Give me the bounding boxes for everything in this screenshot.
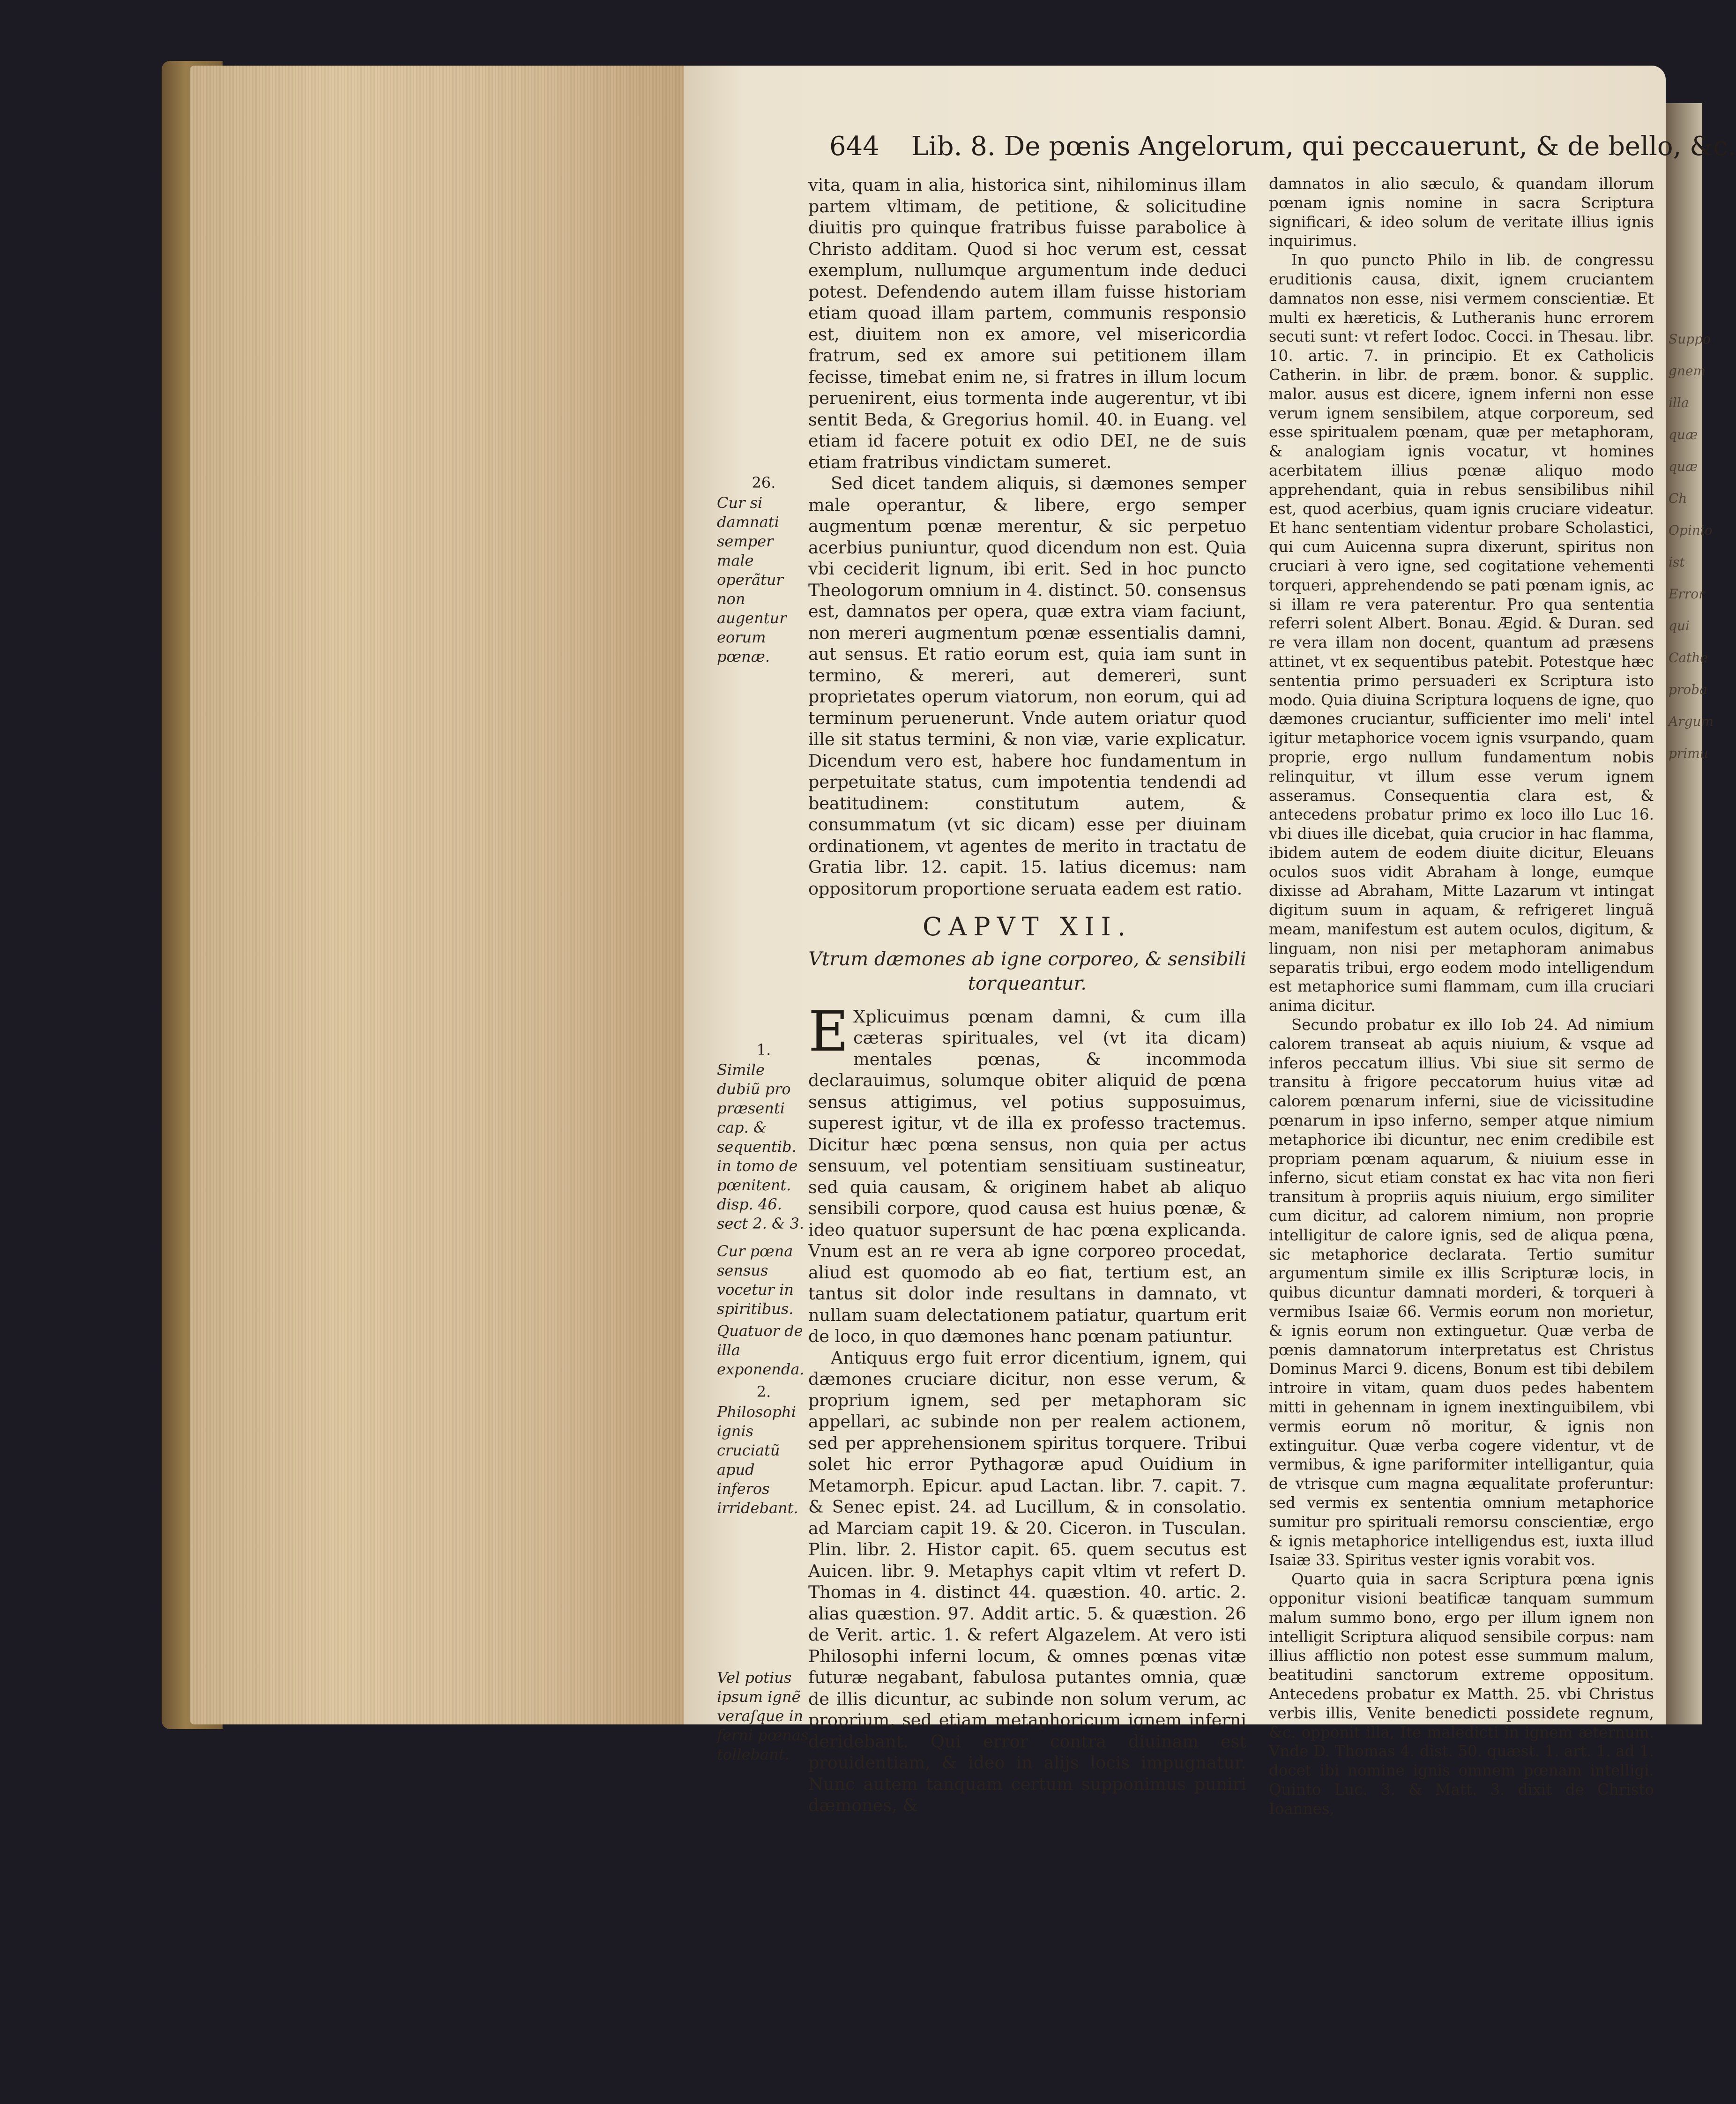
margin-note-number: 1. bbox=[756, 1041, 771, 1059]
page-number: 644 bbox=[829, 131, 879, 162]
margin-note-text: Quatuor de illa exponenda. bbox=[717, 1322, 805, 1378]
right-text-column bbox=[1269, 174, 1654, 1819]
left-text-column bbox=[808, 174, 1246, 1816]
margin-note-text: Cur pœna sensus vocetur in spiritibus. bbox=[717, 1242, 794, 1318]
paragraph-text: Xplicuimus pœnam damni, & cum illa cæteras spirituales, vel (vt ita dicam) mentales pœnas, & incommoda declarauimus, solumque obiter aliquid de pœna sensus attigimus, vel potius supposuimus, superest igitur, vt de illa ex professo tractemus. Dicitur hæc pœna sensus, non quia per actus sensuum, vel potentiam sensitiuam sustineatur, sed quia causam, & originem habet ab aliquo sensibili corpore, quod causa est huius pœnæ, & ideo quatuor supersunt de hac pœna explicanda. Vnum est an re vera ab igne corporeo procedat, aliud est quomodo ab eo fiat, tertium est, an tantus sit dolor inde resultans in damnato, vt nullam suam delectationem patiatur, quartum erit de loco, in quo dæmones hanc pœnam patiuntur. bbox=[808, 1006, 1246, 1346]
facing-page-sliver bbox=[1666, 103, 1714, 1724]
paragraph: vita, quam in alia, historica sint, nihilominus illam partem vltimam, de petitione, & solicitudine diuitis pro quinque fratribus fuisse parabolice à Christo additam. Quod si hoc verum est, cessat exemplum, nullumque argumentum inde deduci potest. Defendendo autem illam fuisse historiam etiam quoad illam partem, communis responsio est, diuitem non ex amore, vel misericordia fratrum, sed ex amore sui petitionem illam fecisse, timebat enim ne, si fratres in illum locum peruenirent, eius tormenta inde augerentur, vt ibi sentit Beda, & Gregorius homil. 40. in Euang. vel etiam id facere potuit ex odio DEI, ne de suis etiam fratribus vindictam sumeret. bbox=[808, 175, 1246, 472]
margin-note-pena-sensus bbox=[717, 1242, 811, 1319]
chapter-subtitle: Vtrum dæmones ab igne corporeo, & sensibili torqueantur. bbox=[808, 948, 1246, 994]
margin-note-number: 26. bbox=[752, 474, 776, 492]
paragraph: damnatos in alio sæculo, & quandam illorum pœnam ignis nomine in sacra Scriptura significari, & ideo solum de veritate illius ignis inquirimus. bbox=[1269, 175, 1654, 250]
margin-note-1 bbox=[717, 1040, 811, 1233]
paragraph: Secundo probatur ex illo Iob 24. Ad nimium calorem transeat ab aquis niuium, & vsque ad inferos peccatum illius. Vbi siue sit sermo de transitu à frigore peccatorum huius vitæ ad calorem pœnarum inferni, siue de vicissitudine pœnarum in ipso inferno, semper atque nimium metaphorice ibi dicuntur, nec enim credibile est propriam pœnam aquarum, & niuium esse in inferno, sicut etiam constat ex hac vita non fieri transitum à propriis aquis niuium, ergo similiter cum dicitur, ad calorem nimium, non proprie intelligitur de calore ignis, sed de aliqua pœna, sic metaphorice declarata. Tertio sumitur argumentum simile ex illis Scripturæ locis, in quibus dicuntur damnati morderi, & torqueri à vermibus Isaiæ 66. Vermis eorum non morietur, & ignis eorum non extinguetur. Quæ verba de pœnis damnatorum interpretatus est Christus Dominus Marci 9. dicens, Bonum est tibi debilem introire in vitam, quam duos pedes habentem mitti in gehennam in ignem inextinguibilem, vbi vermis eorum nõ moritur, & ignis non extinguitur. Quæ verba cogere videntur, vt de vermibus, & igne pariformiter intelligantur, quia de vtrisque cum magna æqualitate proferuntur: sed vermis ex sententia omnium metaphorice sumitur pro spirituali remorsu conscientiæ, ergo & ignis metaphorice intelligendus est, iuxta illud Isaiæ 33. Spiritus vester ignis vorabit vos. bbox=[1269, 1016, 1654, 1569]
margin-note-text: Philosophi ignis cruciatũ apud inferos irridebant. bbox=[717, 1403, 798, 1517]
margin-note-text: Vel potius ipsum ignẽ veraſque in ferni pœnas tollebant. bbox=[717, 1669, 809, 1763]
drop-cap: E bbox=[808, 999, 849, 1064]
margin-note-quatuor bbox=[717, 1321, 811, 1379]
facing-page-text: Suppo gnem illa quæ quæ Ch Opinio ist Error qui Cathe proba Argum primu bbox=[1669, 331, 1714, 761]
paragraph: Quarto quia in sacra Scriptura pœna ignis opponitur visioni beatificæ tanquam summum malum summo bono, ergo per illum ignem non intelligit Scriptura aliquod sensibile corpus: nam illius afflictio non potest esse summum malum, beatitudini sanctorum extreme oppositum. Antecedens probatur ex Matth. 25. vbi Christus verbis illis, Venite benedicti possidete regnum, &c. opponit illa, Ite maledicti in ignem æternum. Vnde D. Thomas 4. dist. 50. quæst. 1. art. 1. ad 1. docet ibi nomine ignis omnem pœnam intelligi. Quinto Luc. 3. & Matt. 3. dixit de Christo Ioannes, bbox=[1269, 1570, 1654, 1818]
paragraph: Antiquus ergo fuit error dicentium, ignem, qui dæmones cruciare dicitur, non esse verum, & proprium ignem, sed per metaphoram sic appellari, ac subinde non per realem actionem, sed per apprehensionem spiritus torquere. Tribui solet hic error Pythagoræ apud Ouidium in Metamorph. Epicur. apud Lactan. libr. 7. capit. 7. & Senec epist. 24. ad Lucillum, & in consolatio. ad Marciam capit 19. & 20. Ciceron. in Tusculan. Plin. libr. 2. Histor capit. 65. quem secutus est Auicen. libr. 9. Metaphys capit vltim vt refert D. Thomas in 4. distinct 44. quæstion. 40. artic. 2. alias quæstion. 97. Addit artic. 5. & quæstion. 26 de Verit. artic. 1. & refert Algazelem. At vero isti Philosophi inferni locum, & omnes pœnas vitæ futuræ negabant, fabulosa putantes omnia, quæ de illis dicuntur, ac subinde non solum verum, ac proprium, sed etiam metaphoricum ignem inferni deridebant. Qui error contra diuinam est prouidentiam, & ideo in alijs locis impugnatur. Nunc autem tanquam certum supponimus puniri dæmones, & bbox=[808, 1347, 1246, 1815]
margin-note-text: Simile dubiũ pro præsenti cap. & sequentib. in tomo de pœnitent. disp. 46. sect 2. & 3. bbox=[717, 1061, 805, 1232]
paragraph bbox=[808, 999, 1246, 1347]
margin-note-26 bbox=[717, 473, 811, 666]
margin-note-number: 2. bbox=[756, 1383, 771, 1401]
margin-note-text: Cur si damnati semper male operãtur non augentur eorum pœnæ. bbox=[717, 494, 787, 665]
margin-note-2 bbox=[717, 1382, 811, 1518]
paragraph: Sed dicet tandem aliquis, si dæmones semper male operantur, & libere, ergo semper augmentum pœnæ merentur, & sic perpetuo acerbius puniuntur, quod dicendum non est. Quia vbi ceciderit lignum, ibi erit. Sed in hoc puncto Theologorum omnium in 4. distinct. 50. consensus est, damnatos per opera, quæ extra viam faciunt, non mereri augmentum pœnæ essentialis damni, aut sensus. Et ratio eorum est, quia iam sunt in termino, & mereri, aut demereri, sunt proprietates operum viatorum, non eorum, qui ad terminum peruenerunt. Vnde autem oriatur quod ille sit status termini, & non viæ, varie explicatur. Dicendum vero est, habere hoc fundamentum in perpetuitate status, cum impotentia tendendi ad beatitudinem: constitutum autem, & consummatum (vt sic dicam) esse per diuinam ordinationem, vt agentes de merito in tractatu de Gratia libr. 12. capit. 15. latius dicemus: nam oppositorum proportione seruata eadem est ratio. bbox=[808, 473, 1246, 899]
running-header bbox=[829, 131, 1736, 173]
paragraph: In quo puncto Philo in lib. de congressu eruditionis causa, dixit, ignem cruciantem damnatos non esse, nisi vermem conscientiæ. Et multi ex hæreticis, & Lutheranis hunc errorem secuti sunt: vt refert Iodoc. Cocci. in Thesau. libr. 10. artic. 7. in principio. Et ex Catholicis Catherin. in libr. de præm. bonor. & supplic. malor. ausus est dicere, ignem inferni non esse verum ignem sensibilem, atque corporeum, sed esse spiritualem pœnam, quæ per metaphoram, & analogiam ignis vocatur, vt homines acerbitatem illius pœnæ aliquo modo apprehendant, quia in rebus sensibilibus nihil est, quod acerbius, quam ignis cruciare videatur. Et hanc sententiam videntur probare Scholastici, qui cum Auicenna supra dixerunt, spiritus non cruciari à vero igne, sed cogitatione vehementi torqueri, apprehendendo se pati pœnam ignis, ac si illam re vera paterentur. Pro qua sententia referri solent Albert. Bonau. Ægid. & Duran. sed re vera illam non docent, quantum ad præsens attinet, vt ex sequentibus patebit. Potestque hæc sententia primo persuaderi ex Scriptura isto modo. Quia diuina Scriptura loquens de igne, quo dæmones cruciantur, sufficienter imo meli' intel igitur metaphorice vocem ignis vsurpando, quam proprie, ergo nullum fundamentum nobis relinquitur, vt illum esse verum ignem asseramus. Consequentia clara est, & antecedens probatur primo ex loco illo Luc 16. vbi diues ille dicebat, quia crucior in hac flamma, ibidem autem de eodem diuite dicitur, Eleuans oculos suos vidit Abraham à longe, eumque dixisse ad Abraham, Mitte Lazarum vt intingat digitum suum in aquam, & refrigeret linguã meam, manifestum est autem oculos, digitum, & linguam, non nisi per metaphoram animabus separatis tribui, ergo eodem modo intelligendum est metaphorice sumi flammam, cum illa cruciari anima dicitur. bbox=[1269, 251, 1654, 1015]
margin-note-vel-potius bbox=[717, 1668, 811, 1764]
chapter-heading: CAPVT XII. bbox=[922, 912, 1132, 941]
page-block-edge bbox=[190, 66, 693, 1724]
running-title: Lib. 8. De pœnis Angelorum, qui peccauerunt, & de bello, &c. bbox=[911, 131, 1736, 162]
